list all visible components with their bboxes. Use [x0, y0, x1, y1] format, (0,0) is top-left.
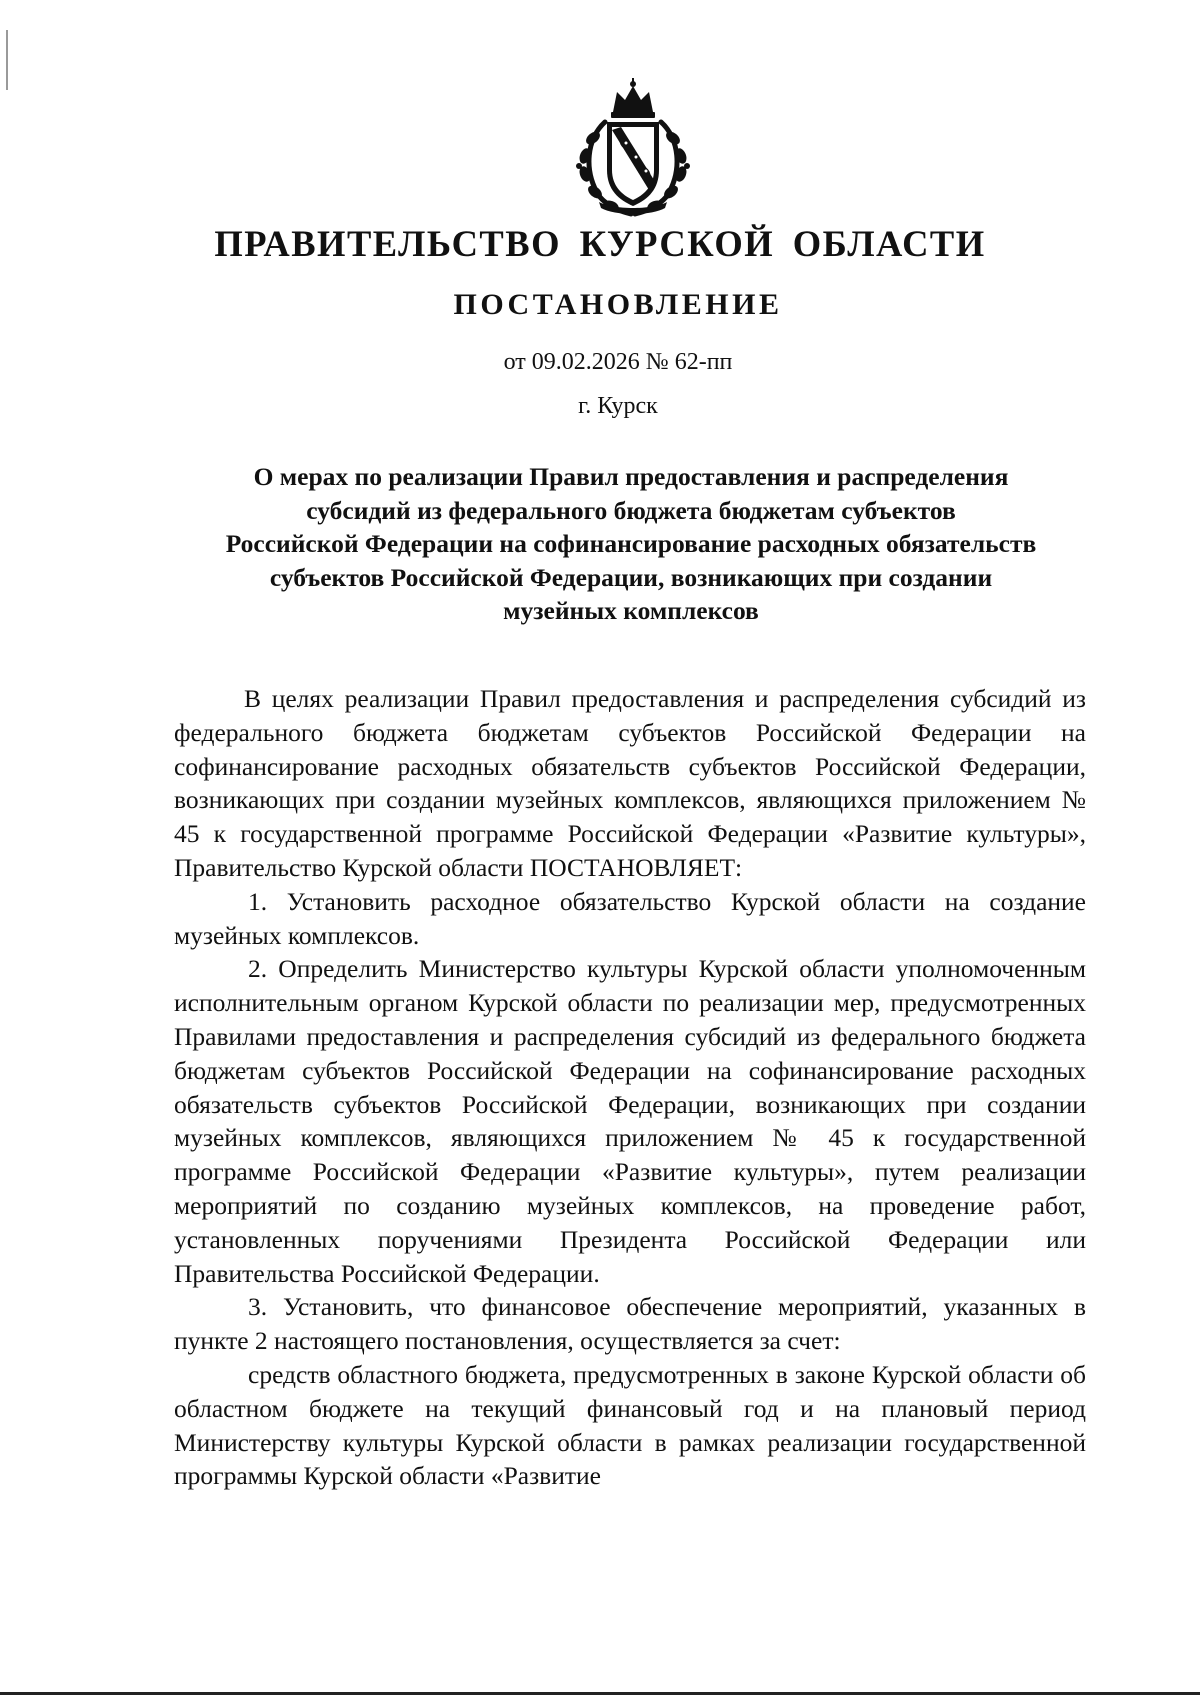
- document-city: г. Курск: [578, 393, 658, 419]
- body-paragraph: средств областного бюджета, предусмотренных в законе Курской области об областном бюджете на текущий финансовый год и на плановый период Министерству культуры Курской области в рамках реализации государственной программы Курской области «Развитие: [174, 1359, 1086, 1491]
- scan-edge-line: [0, 1692, 1200, 1695]
- document-body: [174, 682, 1086, 1493]
- body-paragraph: 3. Установить, что финансовое обеспечение мероприятий, указанных в пункте 2 настоящего постановления, осуществляется за счет:: [174, 1292, 1086, 1356]
- document-heading: [172, 460, 1090, 628]
- document-heading-line: субъектов Российской Федерации, возникающих при создании: [269, 562, 993, 592]
- body-paragraph: В целях реализации Правил предоставления и распределения субсидий из федерального бюджета бюджетам субъектов Российской Федерации на софинансирование расходных обязательств субъектов Российской Федерации, возникающих при создании музейных комплексов, являющихся приложением № 45 к государственной программе Российской Федерации «Развитие культуры», Правительство Курской области ПОСТАНОВЛЯЕТ:: [174, 684, 1086, 882]
- organization-title: ПРАВИТЕЛЬСТВО КУРСКОЙ ОБЛАСТИ: [214, 223, 986, 264]
- document-heading-line: субсидий из федерального бюджета бюджетам субъектов: [306, 495, 956, 525]
- document-heading-line: музейных комплексов: [503, 596, 759, 625]
- document-heading-line: О мерах по реализации Правил предоставления и распределения: [253, 462, 1009, 491]
- document-type: ПОСТАНОВЛЕНИЕ: [453, 288, 783, 321]
- kursk-coat-of-arms-icon: [569, 78, 697, 218]
- document-heading-line: Российской Федерации на софинансирование расходных обязательств: [225, 529, 1037, 558]
- body-paragraph: 2. Определить Министерство культуры Курской области уполномоченным исполнительным органом Курской области по реализации мер, предусмотренных Правилами предоставления и распределения субсидий из федерального бюджета бюджетам субъектов Российской Федерации на софинансирование расходных обязательств субъектов Российской Федерации, возникающих при создании музейных комплексов, являющихся приложением № 45 к государственной программе Российской Федерации «Развитие культуры», путем реализации мероприятий по созданию музейных комплексов, на проведение работ, установленных поручениями Президента Российской Федерации или Правительства Российской Федерации.: [174, 954, 1086, 1288]
- body-paragraph: 1. Установить расходное обязательство Курской области на создание музейных комплексов.: [174, 886, 1086, 950]
- scan-edge-mark: [6, 30, 8, 90]
- document-date-number: от 09.02.2026 № 62-пп: [503, 349, 733, 375]
